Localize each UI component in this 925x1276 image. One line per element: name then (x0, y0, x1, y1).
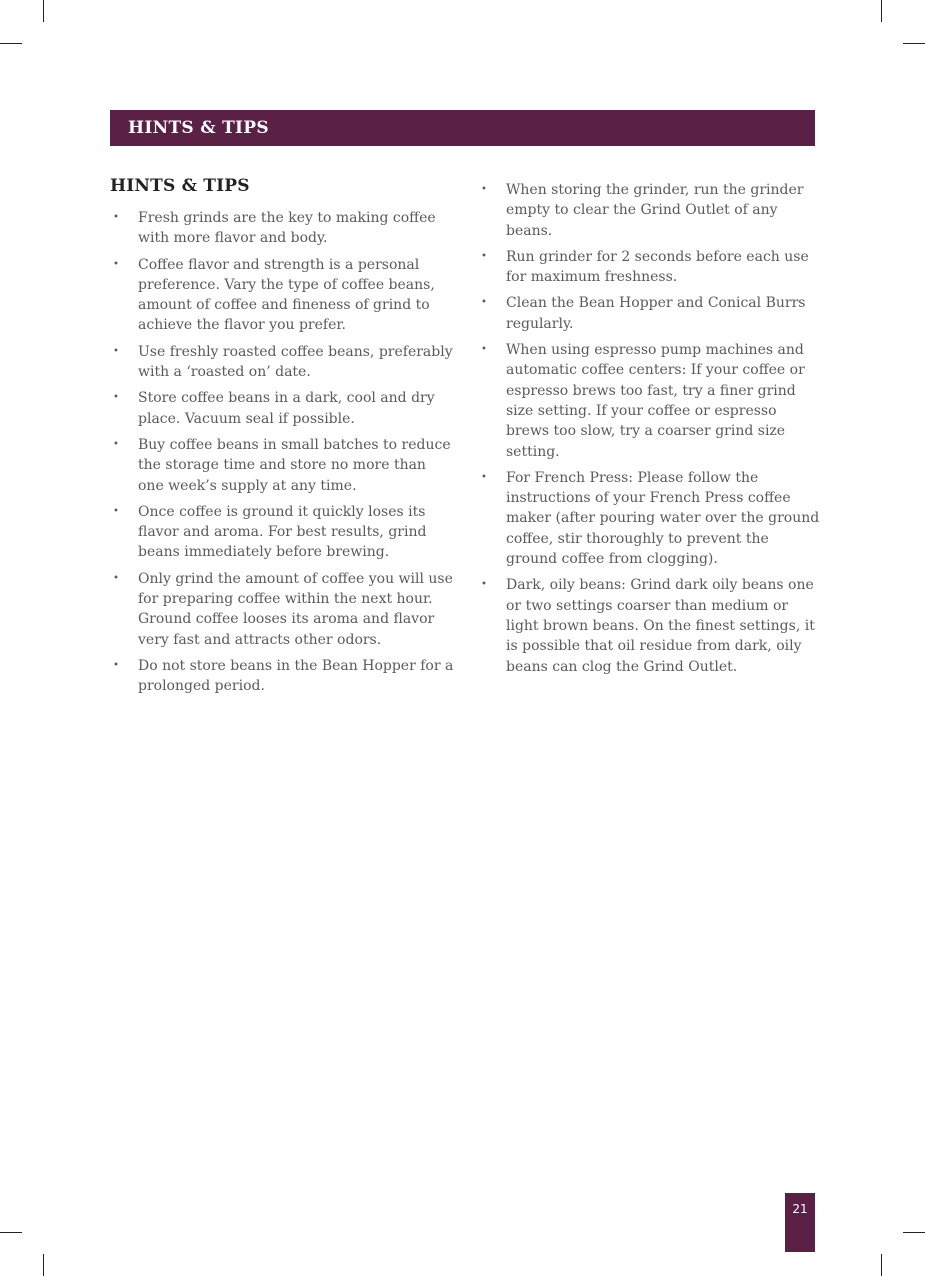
section-heading: HINTS & TIPS (110, 176, 250, 196)
header-banner (110, 110, 815, 146)
tip-text: Dark, oily beans: Grind dark oily beans one or two settings coarser than medium or light brown beans. On the finest settings, it is possible that oil residue from dark, oily beans can clog the Grind Outlet. (506, 577, 815, 675)
bullet-icon: • (113, 659, 119, 671)
crop-mark-bottom-left-h (0, 1232, 22, 1233)
tip-item (110, 255, 455, 336)
tip-text: Once coffee is ground it quickly loses its flavor and aroma. For best results, grind beans immediately before brewing. (138, 503, 427, 561)
bullet-icon: • (113, 345, 119, 357)
crop-mark-top-right-v (881, 0, 882, 22)
tip-item (110, 435, 455, 496)
page-number: 21 (792, 1202, 808, 1216)
tip-text: When using espresso pump machines and automatic coffee centers: If your coffee or espresso brews too fast, try a finer grind size setting. If your coffee or espresso brews too slow, try a coarser grind size setting. (506, 342, 805, 460)
tip-text: Only grind the amount of coffee you will use for preparing coffee within the next hour. Ground coffee looses its aroma and flavor very fast and attracts other odors. (138, 570, 453, 648)
tip-text: Coffee flavor and strength is a personal preference. Vary the type of coffee beans, amount of coffee and fineness of grind to achieve the flavor you prefer. (138, 256, 435, 334)
crop-mark-bottom-right-v (881, 1254, 882, 1276)
tip-item (478, 468, 823, 569)
crop-mark-bottom-right-h (903, 1232, 925, 1233)
bullet-icon: • (113, 392, 119, 404)
tip-text: For French Press: Please follow the instructions of your French Press coffee maker (after pouring water over the ground coffee, stir thoroughly to prevent the ground coffee from clogging). (506, 469, 820, 568)
tip-text: Store coffee beans in a dark, cool and dry place. Vacuum seal if possible. (138, 390, 435, 427)
tip-text: Clean the Bean Hopper and Conical Burrs regularly. (506, 295, 806, 332)
bullet-icon: • (113, 572, 119, 584)
banner-title: HINTS & TIPS (128, 118, 269, 138)
bullet-icon: • (113, 438, 119, 450)
left-column (110, 176, 455, 703)
tip-item (110, 388, 455, 429)
bullet-icon: • (481, 297, 487, 309)
tip-item (110, 208, 455, 249)
page-number-box (785, 1193, 815, 1252)
bullet-icon: • (481, 250, 487, 262)
left-tips-list (110, 208, 455, 697)
tip-text: Do not store beans in the Bean Hopper for a prolonged period. (138, 657, 454, 695)
tip-item (478, 575, 823, 676)
tip-item (478, 180, 823, 241)
right-column (478, 180, 823, 683)
bullet-icon: • (113, 258, 119, 270)
tip-text: Fresh grinds are the key to making coffee with more flavor and body. (138, 210, 436, 247)
crop-mark-top-right-h (903, 43, 925, 44)
bullet-icon: • (481, 344, 487, 356)
tip-item (110, 342, 455, 383)
tip-item (478, 340, 823, 462)
right-tips-list (478, 180, 823, 677)
tip-text: Buy coffee beans in small batches to reduce the storage time and store no more than one week’s supply at any time. (138, 436, 451, 494)
crop-mark-top-left-v (43, 0, 44, 22)
tip-item (110, 569, 455, 650)
bullet-icon: • (113, 505, 119, 517)
tip-item (478, 293, 823, 334)
bullet-icon: • (481, 579, 487, 591)
tip-item (110, 656, 455, 697)
tip-item (110, 502, 455, 563)
tip-text: When storing the grinder, run the grinder empty to clear the Grind Outlet of any beans. (506, 182, 804, 239)
bullet-icon: • (481, 471, 487, 483)
crop-mark-top-left-h (0, 43, 22, 44)
bullet-icon: • (481, 184, 487, 195)
crop-mark-bottom-left-v (43, 1254, 44, 1276)
bullet-icon: • (113, 212, 119, 223)
tip-item (478, 247, 823, 288)
tip-text: Use freshly roasted coffee beans, preferably with a ‘roasted on’ date. (138, 343, 453, 381)
tip-text: Run grinder for 2 seconds before each use for maximum freshness. (506, 248, 809, 286)
